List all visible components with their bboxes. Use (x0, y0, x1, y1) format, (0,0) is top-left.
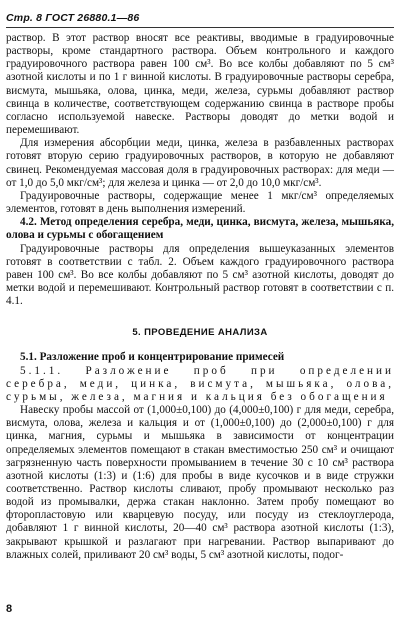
subsection-heading-5-1: 5.1. Разложение проб и концентрирование примесей (20, 351, 285, 364)
header-rule (6, 27, 394, 28)
subsection-heading-5-1-1: 5.1.1. Разложение проб при определении серебра, меди, цинка, висмута, мышьяка, олова, сурьмы, железа, магния и кальция без обогащения (6, 364, 394, 403)
paragraph-sample-procedure: Навеску пробы массой от (1,000±0,100) до (4,000±0,100) г для меди, серебра, висмута, олова, железа и кальция и от (1,000±0,100) до (2,000±0,100) г для цинка, магния, сурьмы и мышьяка в зависимости от концентрации определяемых элементов помещают в стакан вместимостью 250 см³ и очищают загрязненную часть поверхности промыванием в течение 30 с 10 см³ раствора азотной кислоты (1:3) и (1:6) для пробы в виде кусочков и в виде стружки соответственно. Раствор кислоты сливают, пробу промывают несколько раз водой из промывалки, держа стакан наклонно. Затем пробу помещают во фторопластовую или кварцевую посуду, или посуду из стеклоуглерода, добавляют 1 г винной кислоты, 20—40 см³ раствора азотной кислоты (1:3), закрывают крышкой и разлагают при нагревании. Раствор выпаривают до влажных солей, приливают 20 см³ воды, 5 см³ азотной кислоты, подог- (6, 404, 394, 561)
body-text (6, 32, 394, 562)
paragraph-continuation: раствор. В этот раствор вносят все реактивы, вводимые в градуировочные растворы, кроме стандартного раствора. Объем контрольного и каждого градуировочного раствора равен 100 см³. Во все колбы добавляют по 5 см³ азотной кислоты и по 1 г винной кислоты. В градуировочные растворы серебра, висмута, мышьяка, олова, цинка, меди, железа, сурьмы добавляют раствор свинца в количестве, соответствующем содержанию свинца в растворе пробы согласно используемой навеске. Растворы доводят до метки водой и перемешивают. (6, 32, 394, 137)
page-number: 8 (6, 603, 13, 615)
paragraph-calibration-enrichment: Градуировочные растворы для определения вышеуказанных элементов готовят в соответствии с табл. 2. Объем каждого градуировочного раствора равен 100 см³. Во все колбы добавляют по 5 см³ азотной кислоты, доводят до метки водой и перемешивают. Контрольный раствор готовят в соответствии с п. 4.1. (6, 242, 394, 308)
paragraph-absorption: Для измерения абсорбции меди, цинка, железа в разбавленных растворах готовят вторую серию градуировочных растворов, в которую не добавляют свинец. Рекомендуемая массовая доля в градуировочных растворах: для меди — от 1,0 до 5,0 мкг/см³; для железа и цинка — от 2,0 до 10,0 мкг/см³. (6, 137, 394, 189)
subsection-heading-4-2: 4.2. Метод определения серебра, меди, цинка, висмута, железа, мышьяка, олова и сурьмы с обогащением (6, 216, 394, 242)
paragraph-calibration: Градуировочные растворы, содержащие менее 1 мкг/см³ определяемых элементов, готовят в день выполнения измерений. (6, 189, 394, 216)
running-header: Стр. 8 ГОСТ 26880.1—86 (6, 12, 140, 24)
section-title: 5. ПРОВЕДЕНИЕ АНАЛИЗА (132, 327, 268, 339)
